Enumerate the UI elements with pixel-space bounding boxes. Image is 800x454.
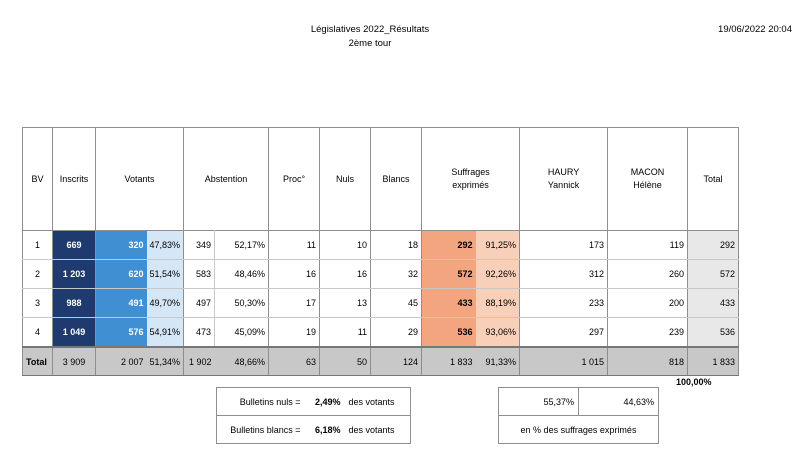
col-header-haury-line2: Yannick xyxy=(547,180,580,190)
results-table xyxy=(22,127,739,376)
cell-suffrages: 433 xyxy=(422,289,476,318)
col-header-inscrits: Inscrits xyxy=(53,128,96,231)
cell-proc: 17 xyxy=(269,289,320,318)
cell-suffrages-pct: 92,26% xyxy=(476,260,520,289)
cell-suffrages-pct: 88,19% xyxy=(476,289,520,318)
cell-blancs: 29 xyxy=(371,318,422,348)
cell-macon: 200 xyxy=(608,289,688,318)
totals-votants-pct: 51,34% xyxy=(147,347,184,376)
totals-inscrits: 3 909 xyxy=(53,347,96,376)
cell-abstention: 583 xyxy=(184,260,215,289)
cell-suffrages: 292 xyxy=(422,231,476,260)
cell-total: 572 xyxy=(688,260,739,289)
cell-haury: 297 xyxy=(520,318,608,348)
cell-suffrages-pct: 93,06% xyxy=(476,318,520,348)
totals-proc: 63 xyxy=(269,347,320,376)
col-header-proc: Proc° xyxy=(269,128,320,231)
bulletins-nuls-pct: 2,49% xyxy=(314,396,341,407)
col-header-total: Total xyxy=(688,128,739,231)
cell-abstention: 497 xyxy=(184,289,215,318)
bulletins-blancs-suffix: des votants xyxy=(348,424,395,435)
totals-blancs: 124 xyxy=(371,347,422,376)
bulletins-blancs-label: Bulletins blancs = xyxy=(230,424,301,435)
totals-nuls: 50 xyxy=(320,347,371,376)
cell-votants: 576 xyxy=(96,318,147,348)
table-row xyxy=(23,260,739,289)
totals-votants: 2 007 xyxy=(96,347,147,376)
cell-inscrits: 988 xyxy=(53,289,96,318)
cell-inscrits: 1 203 xyxy=(53,260,96,289)
macon-pct: 44,63% xyxy=(623,396,654,407)
totals-label: Total xyxy=(23,347,53,376)
cell-inscrits: 1 049 xyxy=(53,318,96,348)
cell-votants-pct: 51,54% xyxy=(147,260,184,289)
totals-total: 1 833 xyxy=(688,347,739,376)
col-header-haury-line1: HAURY xyxy=(547,167,580,177)
haury-pct: 55,37% xyxy=(499,388,579,416)
cell-blancs: 32 xyxy=(371,260,422,289)
cell-nuls: 16 xyxy=(320,260,371,289)
cell-macon: 239 xyxy=(608,318,688,348)
col-header-abstention: Abstention xyxy=(184,128,269,231)
cell-nuls: 13 xyxy=(320,289,371,318)
cell-proc: 19 xyxy=(269,318,320,348)
cell-blancs: 45 xyxy=(371,289,422,318)
totals-suffrages: 1 833 xyxy=(422,347,476,376)
candidate-percentages xyxy=(498,387,659,444)
col-header-blancs: Blancs xyxy=(371,128,422,231)
cell-proc: 11 xyxy=(269,231,320,260)
bulletins-blancs-pct: 6,18% xyxy=(314,424,341,435)
cell-nuls: 10 xyxy=(320,231,371,260)
table-row xyxy=(23,289,739,318)
table-row xyxy=(23,231,739,260)
cell-proc: 16 xyxy=(269,260,320,289)
col-header-suffrages xyxy=(422,128,520,231)
totals-haury: 1 015 xyxy=(520,347,608,376)
cell-haury: 173 xyxy=(520,231,608,260)
cell-bv: 3 xyxy=(23,289,53,318)
col-header-bv: BV xyxy=(23,128,53,231)
col-header-suffrages-line1: Suffrages xyxy=(451,167,490,177)
cell-total: 433 xyxy=(688,289,739,318)
cell-abstention: 473 xyxy=(184,318,215,348)
col-header-macon-line1: MACON xyxy=(630,167,665,177)
candidate-pct-caption: en % des suffrages exprimés xyxy=(520,424,637,435)
totals-suffrages-pct: 91,33% xyxy=(476,347,520,376)
cell-suffrages-pct: 91,25% xyxy=(476,231,520,260)
cell-abstention-pct: 52,17% xyxy=(215,231,269,260)
cell-votants-pct: 47,83% xyxy=(147,231,184,260)
cell-votants: 320 xyxy=(96,231,147,260)
cell-inscrits: 669 xyxy=(53,231,96,260)
col-header-macon xyxy=(608,128,688,231)
totals-abstention-pct: 48,66% xyxy=(215,347,269,376)
bulletins-nuls-label: Bulletins nuls = xyxy=(239,396,301,407)
cell-votants-pct: 49,70% xyxy=(147,289,184,318)
totals-row xyxy=(23,347,739,376)
col-header-votants: Votants xyxy=(96,128,184,231)
total-percentage: 100,00% xyxy=(676,377,712,387)
cell-macon: 119 xyxy=(608,231,688,260)
totals-macon: 818 xyxy=(608,347,688,376)
cell-macon: 260 xyxy=(608,260,688,289)
cell-abstention-pct: 45,09% xyxy=(215,318,269,348)
cell-abstention: 349 xyxy=(184,231,215,260)
col-header-macon-line2: Hélène xyxy=(633,180,662,190)
col-header-haury xyxy=(520,128,608,231)
cell-suffrages: 536 xyxy=(422,318,476,348)
table-row xyxy=(23,318,739,348)
cell-suffrages: 572 xyxy=(422,260,476,289)
page-subtitle: 2ème tour xyxy=(348,38,392,49)
bulletins-summary xyxy=(216,387,411,444)
cell-bv: 1 xyxy=(23,231,53,260)
table-header-row xyxy=(23,128,739,231)
cell-total: 536 xyxy=(688,318,739,348)
cell-nuls: 11 xyxy=(320,318,371,348)
cell-haury: 312 xyxy=(520,260,608,289)
cell-blancs: 18 xyxy=(371,231,422,260)
cell-abstention-pct: 50,30% xyxy=(215,289,269,318)
cell-votants-pct: 54,91% xyxy=(147,318,184,348)
col-header-suffrages-line2: exprimés xyxy=(452,180,489,190)
cell-votants: 620 xyxy=(96,260,147,289)
cell-bv: 4 xyxy=(23,318,53,348)
cell-haury: 233 xyxy=(520,289,608,318)
totals-abstention: 1 902 xyxy=(184,347,215,376)
timestamp: 19/06/2022 20:04 xyxy=(718,24,792,35)
cell-total: 292 xyxy=(688,231,739,260)
col-header-nuls: Nuls xyxy=(320,128,371,231)
bulletins-nuls-suffix: des votants xyxy=(348,396,395,407)
cell-votants: 491 xyxy=(96,289,147,318)
cell-bv: 2 xyxy=(23,260,53,289)
cell-abstention-pct: 48,46% xyxy=(215,260,269,289)
page-title: Législatives 2022_Résultats xyxy=(310,24,430,35)
